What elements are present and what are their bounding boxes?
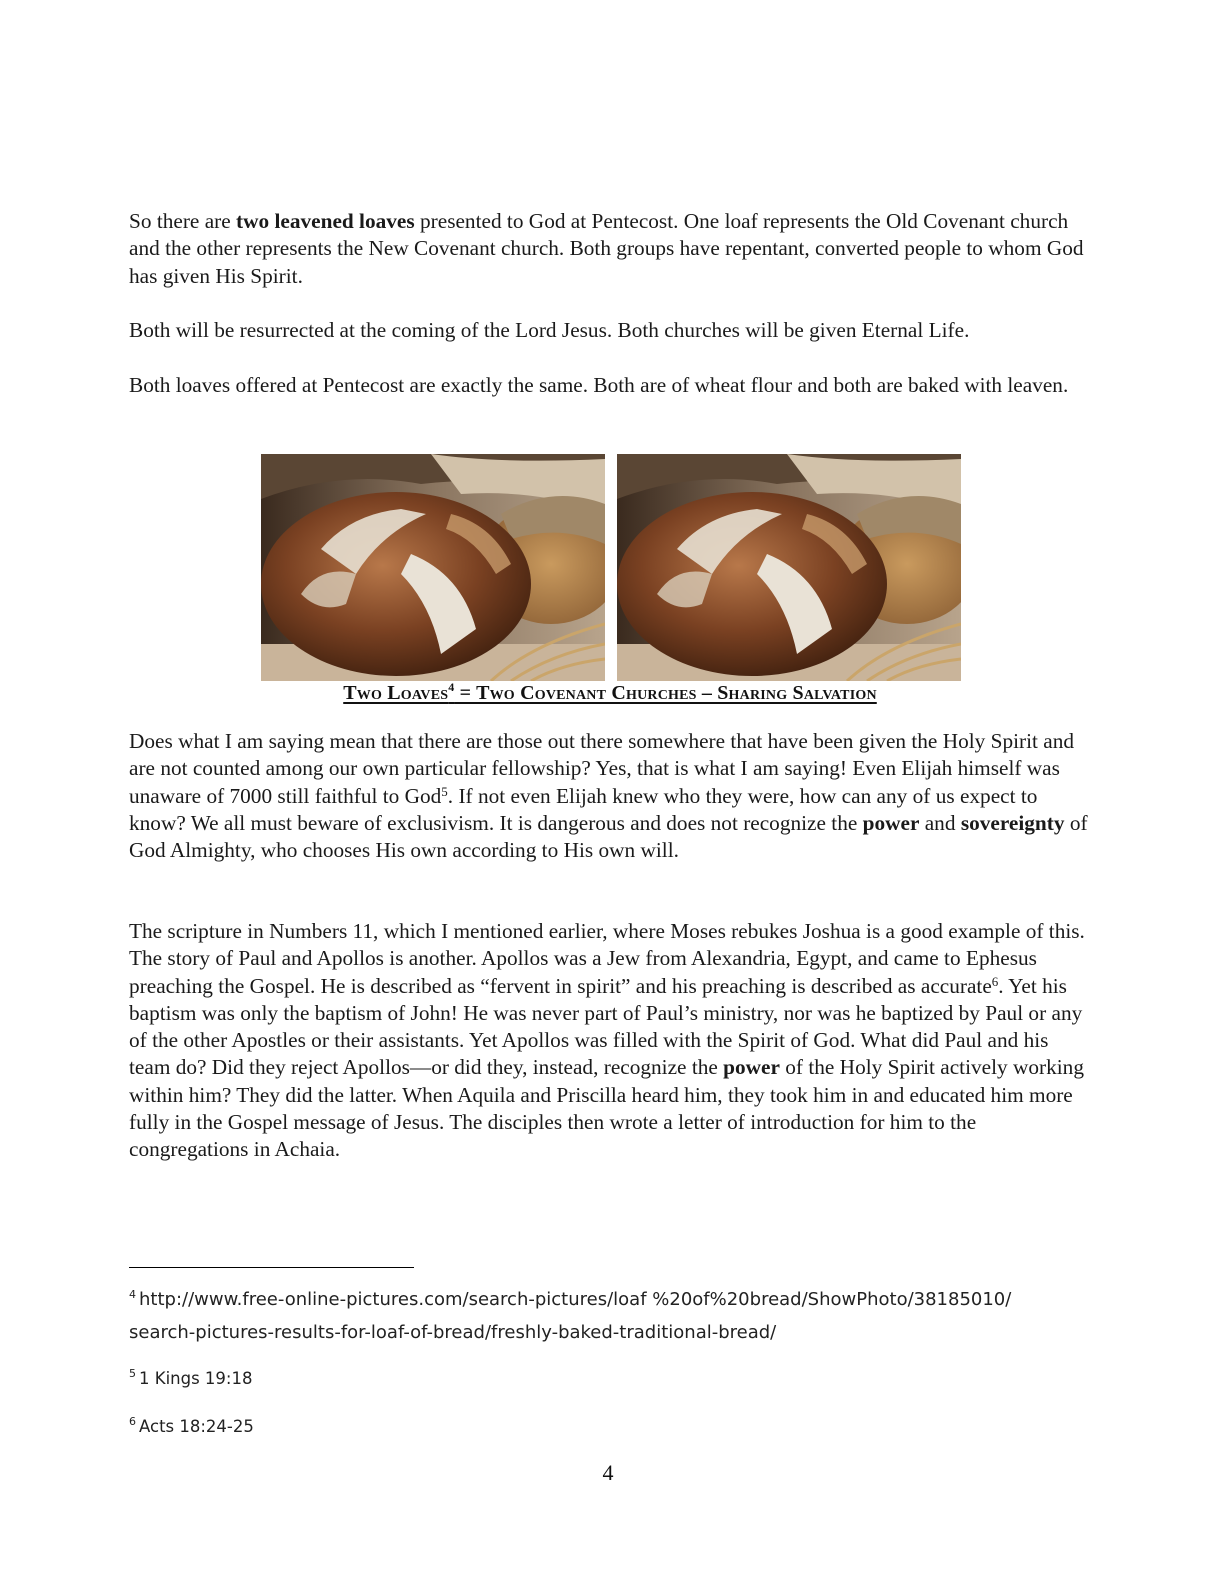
page-number: 4 — [602, 1460, 614, 1485]
footnote-4-url[interactable]: http://www.free-online-pictures.com/search-pictures/loaf %20of%20bread/ShowPhoto/38185010/ — [139, 1289, 1012, 1310]
footnote-4: $^4$ http://www.free-online-pictures.com/search-pictures/loaf %20of%20bread/ShowPhoto/38185010/ search-pictures-results-for-loaf-of-bread/freshly-baked-traditional-bread/ — [129, 1288, 1012, 1343]
paragraph-resurrection: Both will be resurrected at the coming of the Lord Jesus. Both churches will be given Eternal Life. — [129, 318, 970, 342]
paragraph-two-loaves: So there are two leavened loaves presented to God at Pentecost. One loaf represents the Old Covenant church and the other represents the New Covenant church. Both groups have repentant, converted people to whom God has given His Spirit. — [129, 209, 1084, 288]
image-caption: Two Loaves$^4$ = Two Covenant Churches – Sharing Salvation — [343, 680, 877, 704]
footnote-ref-4[interactable]: 4 — [448, 680, 455, 694]
paragraph-exclusivism: Does what I am saying mean that there are those out there somewhere that have been given the Holy Spirit and are not counted among our own particular fellowship? Yes, that is what I am saying! Even Elijah himself was unaware of 7000 still faithful to God$^5$. If not even Elijah knew who they were, how can any of us expect to know? We all must beware of exclusivism. It is dangerous and does not recognize the power and sovereignty of God Almighty, who chooses His own according to His own will. — [129, 729, 1088, 863]
footnote-divider — [129, 1267, 414, 1268]
footnote-ref-6[interactable]: 6 — [991, 973, 999, 989]
footnote-5: $^5$ 1 Kings 19:18 — [129, 1367, 253, 1388]
footnote-ref-5[interactable]: 5 — [441, 783, 448, 799]
bold-power: power — [723, 1055, 780, 1080]
paragraph-loaves-same: Both loaves offered at Pentecost are exactly the same. Both are of wheat flour and both are baked with leaven. — [129, 373, 1069, 397]
bread-loaf-image-right — [617, 454, 961, 681]
bold-power: power — [862, 810, 920, 835]
bold-two-leavened-loaves: two leavened loaves — [236, 209, 415, 233]
bold-sovereignty: sovereignty — [960, 810, 1065, 835]
footnote-6: $^6$ Acts 18:24-25 — [129, 1415, 254, 1436]
bread-loaf-image-left — [261, 454, 605, 681]
footnote-4-url-cont[interactable]: search-pictures-results-for-loaf-of-bread/freshly-baked-traditional-bread/ — [129, 1322, 777, 1343]
paragraph-paul-apollos: The scripture in Numbers 11, which I mentioned earlier, where Moses rebukes Joshua is a good example of this. The story of Paul and Apollos is another. Apollos was a Jew from Alexandria, Egypt, and came to Ephesus preaching the Gospel. He is described as “fervent in spirit” and his preaching is described as accurate$^6$. Yet his baptism was only the baptism of John! He was never part of Paul’s ministry, nor was he baptized by Paul or any of the other Apostles or their assistants. Yet Apollos was filled with the Spirit of God. What did Paul and his team do? Did they reject Apollos—or did they, instead, recognize the power of the Holy Spirit actively working within him? They did the latter. When Aquila and Priscilla heard him, they took him in and educated him more fully in the Gospel message of Jesus. The disciples then wrote a letter of introduction for him to the congregations in Achaia. — [129, 919, 1085, 1162]
